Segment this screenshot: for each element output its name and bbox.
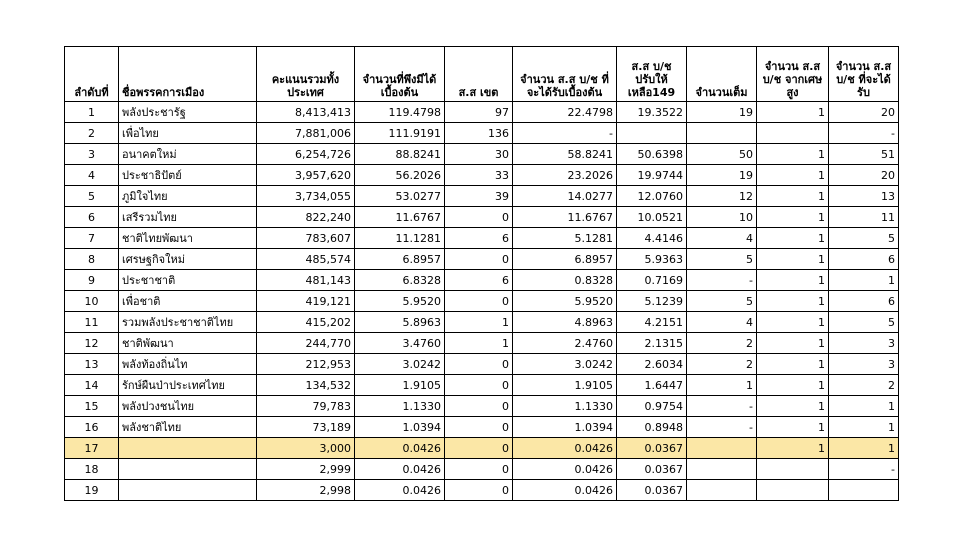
header-cell[interactable]: จำนวน ส.ส บ/ช ที่จะได้รับ <box>829 47 899 102</box>
table-cell[interactable]: ชาติพัฒนา <box>119 333 257 354</box>
table-cell[interactable]: 1.6447 <box>617 375 687 396</box>
table-cell[interactable]: 11 <box>829 207 899 228</box>
header-cell[interactable]: ส.ส บ/ช ปรับให้เหลือ149 <box>617 47 687 102</box>
table-body <box>65 102 899 501</box>
table-cell[interactable]: 2.1315 <box>617 333 687 354</box>
table-cell[interactable]: 50.6398 <box>617 144 687 165</box>
table-cell[interactable]: 12 <box>65 333 119 354</box>
table-cell[interactable]: 5 <box>829 312 899 333</box>
table-cell[interactable]: รวมพลังประชาชาติไทย <box>119 312 257 333</box>
table-cell[interactable]: 5.8963 <box>355 312 445 333</box>
table-cell[interactable]: 0.0367 <box>617 438 687 459</box>
table-cell[interactable]: 1.1330 <box>355 396 445 417</box>
table-cell[interactable]: 6 <box>829 291 899 312</box>
table-cell[interactable]: 30 <box>445 144 513 165</box>
table-cell[interactable] <box>119 480 257 501</box>
table-cell[interactable]: 136 <box>445 123 513 144</box>
table-row <box>65 186 899 207</box>
table-row <box>65 228 899 249</box>
table-cell[interactable] <box>757 480 829 501</box>
table-row <box>65 375 899 396</box>
table-cell[interactable]: 5 <box>829 228 899 249</box>
table-cell[interactable]: 3,734,055 <box>257 186 355 207</box>
table-cell[interactable]: เสรีรวมไทย <box>119 207 257 228</box>
table-cell[interactable]: 0.0367 <box>617 459 687 480</box>
table-cell[interactable]: 419,121 <box>257 291 355 312</box>
header-cell[interactable]: ส.ส เขต <box>445 47 513 102</box>
table-cell[interactable]: 119.4798 <box>355 102 445 123</box>
table-cell[interactable]: 0 <box>445 354 513 375</box>
table-row <box>65 396 899 417</box>
table-cell[interactable]: 18 <box>65 459 119 480</box>
table-cell[interactable]: 0 <box>445 480 513 501</box>
table-cell[interactable]: 11 <box>65 312 119 333</box>
table-cell[interactable]: 1 <box>829 438 899 459</box>
table-cell[interactable]: 14 <box>65 375 119 396</box>
table-cell[interactable]: - <box>687 417 757 438</box>
table-cell[interactable]: 73,189 <box>257 417 355 438</box>
table-cell[interactable]: 1 <box>757 249 829 270</box>
table-cell[interactable]: 9 <box>65 270 119 291</box>
table-cell[interactable]: 3.0242 <box>513 354 617 375</box>
table-cell[interactable]: 39 <box>445 186 513 207</box>
table-cell[interactable]: 1 <box>757 375 829 396</box>
table-cell[interactable]: 97 <box>445 102 513 123</box>
table-cell[interactable]: 0.0426 <box>513 480 617 501</box>
table-cell[interactable]: 4.2151 <box>617 312 687 333</box>
table-cell[interactable]: 5 <box>687 249 757 270</box>
table-row <box>65 102 899 123</box>
table-cell[interactable]: 8 <box>65 249 119 270</box>
table-cell[interactable]: 2 <box>687 333 757 354</box>
table-cell[interactable]: 5 <box>65 186 119 207</box>
table-cell[interactable]: รักษ์ผืนป่าประเทศไทย <box>119 375 257 396</box>
table-cell[interactable]: 1 <box>757 270 829 291</box>
table-cell[interactable]: 1 <box>757 438 829 459</box>
table-cell[interactable]: 2.4760 <box>513 333 617 354</box>
table-cell[interactable]: 111.9191 <box>355 123 445 144</box>
table-cell[interactable]: 1 <box>757 396 829 417</box>
table-cell[interactable]: 6.8957 <box>355 249 445 270</box>
table-cell[interactable]: 0.0426 <box>355 480 445 501</box>
table-cell[interactable]: 4.4146 <box>617 228 687 249</box>
table-cell[interactable]: 0.0426 <box>513 438 617 459</box>
table-row <box>65 123 899 144</box>
table-cell[interactable]: 11.6767 <box>355 207 445 228</box>
table-cell[interactable]: 0.0426 <box>355 438 445 459</box>
table-cell[interactable]: - <box>829 459 899 480</box>
table-cell[interactable]: 19 <box>687 165 757 186</box>
table-cell[interactable] <box>757 459 829 480</box>
header-cell[interactable]: คะแนนรวมทั้งประเทศ <box>257 47 355 102</box>
table-cell[interactable]: 0 <box>445 207 513 228</box>
table-cell[interactable]: 1 <box>757 312 829 333</box>
table-cell[interactable]: 6 <box>445 228 513 249</box>
table-cell[interactable]: 3.4760 <box>355 333 445 354</box>
table-cell[interactable] <box>119 459 257 480</box>
table-cell[interactable]: 244,770 <box>257 333 355 354</box>
table-cell[interactable]: 19 <box>687 102 757 123</box>
table-cell[interactable]: 3.0242 <box>355 354 445 375</box>
table-cell[interactable]: 2 <box>687 354 757 375</box>
table-cell[interactable]: 1 <box>757 102 829 123</box>
table-cell[interactable] <box>119 438 257 459</box>
table-cell[interactable]: 2 <box>65 123 119 144</box>
table-cell[interactable]: 1.0394 <box>513 417 617 438</box>
table-cell[interactable]: 5.9520 <box>355 291 445 312</box>
table-cell[interactable]: ชาติไทยพัฒนา <box>119 228 257 249</box>
table-cell[interactable]: 7,881,006 <box>257 123 355 144</box>
table-cell[interactable]: 17 <box>65 438 119 459</box>
table-cell[interactable]: 16 <box>65 417 119 438</box>
table-cell[interactable]: 415,202 <box>257 312 355 333</box>
table-cell[interactable]: 0 <box>445 459 513 480</box>
table-cell[interactable]: 23.2026 <box>513 165 617 186</box>
table-cell[interactable]: 1 <box>445 333 513 354</box>
table-cell[interactable]: 1 <box>757 186 829 207</box>
table-cell[interactable]: 3 <box>829 354 899 375</box>
header-cell[interactable]: ลำดับที่ <box>65 47 119 102</box>
table-cell[interactable]: 51 <box>829 144 899 165</box>
table-cell[interactable] <box>687 438 757 459</box>
table-cell[interactable]: 0 <box>445 417 513 438</box>
table-cell[interactable]: 4 <box>687 312 757 333</box>
table-cell[interactable]: 1 <box>757 165 829 186</box>
table-row <box>65 165 899 186</box>
table-cell[interactable]: 50 <box>687 144 757 165</box>
table-cell[interactable] <box>757 123 829 144</box>
table-row <box>65 312 899 333</box>
table-cell[interactable]: 1 <box>757 417 829 438</box>
table-cell[interactable]: 0 <box>445 375 513 396</box>
header-cell[interactable]: จำนวนที่พึงมีได้เบื้องต้น <box>355 47 445 102</box>
table-cell[interactable]: 1 <box>757 333 829 354</box>
table-cell[interactable]: เพื่อไทย <box>119 123 257 144</box>
table-row <box>65 249 899 270</box>
table-cell[interactable]: 33 <box>445 165 513 186</box>
table-cell[interactable]: - <box>687 270 757 291</box>
table-cell[interactable]: 79,783 <box>257 396 355 417</box>
table-cell[interactable]: 5.9363 <box>617 249 687 270</box>
table-cell[interactable]: - <box>513 123 617 144</box>
table-cell[interactable] <box>687 459 757 480</box>
table-cell[interactable]: 13 <box>829 186 899 207</box>
table-cell[interactable]: 6 <box>65 207 119 228</box>
table-cell[interactable]: 15 <box>65 396 119 417</box>
table-cell[interactable]: 3,000 <box>257 438 355 459</box>
table-cell[interactable]: 2.6034 <box>617 354 687 375</box>
table-cell[interactable]: 0.7169 <box>617 270 687 291</box>
table-cell[interactable]: 19.3522 <box>617 102 687 123</box>
table-cell[interactable]: 0 <box>445 396 513 417</box>
table-cell[interactable]: 4.8963 <box>513 312 617 333</box>
table-row <box>65 459 899 480</box>
table-cell[interactable]: 8,413,413 <box>257 102 355 123</box>
table-cell[interactable]: 3 <box>829 333 899 354</box>
table-cell[interactable]: 134,532 <box>257 375 355 396</box>
table-cell[interactable]: 0.0426 <box>513 459 617 480</box>
table-cell[interactable]: 1 <box>757 354 829 375</box>
table-cell[interactable]: 1 <box>65 102 119 123</box>
table-cell[interactable]: 1 <box>445 312 513 333</box>
table-cell[interactable]: 2,998 <box>257 480 355 501</box>
table-cell[interactable]: 1 <box>829 396 899 417</box>
table-cell[interactable]: 3 <box>65 144 119 165</box>
table-row <box>65 207 899 228</box>
table-cell[interactable]: 12.0760 <box>617 186 687 207</box>
table-cell[interactable]: 20 <box>829 165 899 186</box>
table-cell[interactable]: 0.8328 <box>513 270 617 291</box>
spreadsheet <box>64 46 899 501</box>
table-cell[interactable]: 10.0521 <box>617 207 687 228</box>
table-cell[interactable]: 53.0277 <box>355 186 445 207</box>
table-cell[interactable]: 20 <box>829 102 899 123</box>
header-cell[interactable]: ชื่อพรรคการเมือง <box>119 47 257 102</box>
table-cell[interactable]: 783,607 <box>257 228 355 249</box>
table-cell[interactable]: 19 <box>65 480 119 501</box>
table-cell[interactable]: 1 <box>757 228 829 249</box>
table-cell[interactable]: 5.1281 <box>513 228 617 249</box>
table-cell[interactable]: 212,953 <box>257 354 355 375</box>
table-row <box>65 291 899 312</box>
table-cell[interactable]: ประชาธิปัตย์ <box>119 165 257 186</box>
header-cell[interactable]: จำนวน ส.ส บ/ช จากเศษสูง <box>757 47 829 102</box>
table-cell[interactable]: 1.9105 <box>355 375 445 396</box>
table-cell[interactable]: 4 <box>65 165 119 186</box>
table-cell[interactable]: 13 <box>65 354 119 375</box>
table-row <box>65 333 899 354</box>
table-cell[interactable]: - <box>687 396 757 417</box>
table-cell[interactable]: 485,574 <box>257 249 355 270</box>
table-cell[interactable]: พลังชาติไทย <box>119 417 257 438</box>
table-cell[interactable]: 56.2026 <box>355 165 445 186</box>
table-cell[interactable]: 1.0394 <box>355 417 445 438</box>
table-cell[interactable]: 3,957,620 <box>257 165 355 186</box>
table-cell[interactable]: พลังประชารัฐ <box>119 102 257 123</box>
table-cell[interactable]: 6.8328 <box>355 270 445 291</box>
table-cell[interactable]: 481,143 <box>257 270 355 291</box>
table-cell[interactable]: ภูมิใจไทย <box>119 186 257 207</box>
table-row <box>65 480 899 501</box>
table-cell[interactable]: 22.4798 <box>513 102 617 123</box>
table-cell[interactable]: เศรษฐกิจใหม่ <box>119 249 257 270</box>
table-cell[interactable]: 5 <box>687 291 757 312</box>
table-cell[interactable]: 10 <box>687 207 757 228</box>
table-cell[interactable]: 0 <box>445 291 513 312</box>
table-cell[interactable]: พลังปวงชนไทย <box>119 396 257 417</box>
table-cell[interactable]: เพื่อชาติ <box>119 291 257 312</box>
table-cell[interactable]: 58.8241 <box>513 144 617 165</box>
table-cell[interactable]: ประชาชาติ <box>119 270 257 291</box>
table-cell[interactable]: 822,240 <box>257 207 355 228</box>
table-cell[interactable]: 88.8241 <box>355 144 445 165</box>
table-cell[interactable]: 0 <box>445 438 513 459</box>
table-cell[interactable] <box>617 123 687 144</box>
table-cell[interactable]: 10 <box>65 291 119 312</box>
table-cell[interactable]: - <box>829 123 899 144</box>
table-cell[interactable]: 5.1239 <box>617 291 687 312</box>
table-cell[interactable]: 19.9744 <box>617 165 687 186</box>
table-cell[interactable]: 14.0277 <box>513 186 617 207</box>
table-cell[interactable]: 2,999 <box>257 459 355 480</box>
table-cell[interactable] <box>687 123 757 144</box>
table-cell[interactable]: 0.8948 <box>617 417 687 438</box>
table-cell[interactable]: 0.0426 <box>355 459 445 480</box>
table-cell[interactable]: 2 <box>829 375 899 396</box>
table-cell[interactable]: พลังท้องถิ่นไท <box>119 354 257 375</box>
header-cell[interactable]: จำนวนเต็ม <box>687 47 757 102</box>
table-cell[interactable]: อนาคตใหม่ <box>119 144 257 165</box>
table-row <box>65 417 899 438</box>
table-row <box>65 144 899 165</box>
table-cell[interactable]: 0.9754 <box>617 396 687 417</box>
table-row-highlighted <box>65 438 899 459</box>
table-cell[interactable]: 6 <box>445 270 513 291</box>
header-row <box>65 47 899 102</box>
table-cell[interactable]: 5.9520 <box>513 291 617 312</box>
table-cell[interactable]: 1 <box>829 270 899 291</box>
table-cell[interactable]: 12 <box>687 186 757 207</box>
table-cell[interactable]: 6 <box>829 249 899 270</box>
table-cell[interactable]: 0.0367 <box>617 480 687 501</box>
header-cell[interactable]: จำนวน ส.ส บ/ช ที่จะได้รับเบื้องต้น <box>513 47 617 102</box>
table-cell[interactable]: 11.1281 <box>355 228 445 249</box>
table-cell[interactable]: 1.1330 <box>513 396 617 417</box>
table-cell[interactable] <box>829 480 899 501</box>
table-cell[interactable]: 0 <box>445 249 513 270</box>
table-row <box>65 270 899 291</box>
table-cell[interactable]: 1 <box>757 144 829 165</box>
table-cell[interactable]: 1 <box>757 207 829 228</box>
table-cell[interactable] <box>687 480 757 501</box>
table-cell[interactable]: 11.6767 <box>513 207 617 228</box>
table-cell[interactable]: 6.8957 <box>513 249 617 270</box>
table-cell[interactable]: 1 <box>687 375 757 396</box>
seat-allocation-table <box>64 46 899 501</box>
table-cell[interactable]: 1 <box>829 417 899 438</box>
table-cell[interactable]: 1 <box>757 291 829 312</box>
table-cell[interactable]: 6,254,726 <box>257 144 355 165</box>
table-cell[interactable]: 7 <box>65 228 119 249</box>
table-row <box>65 354 899 375</box>
table-cell[interactable]: 1.9105 <box>513 375 617 396</box>
table-cell[interactable]: 4 <box>687 228 757 249</box>
